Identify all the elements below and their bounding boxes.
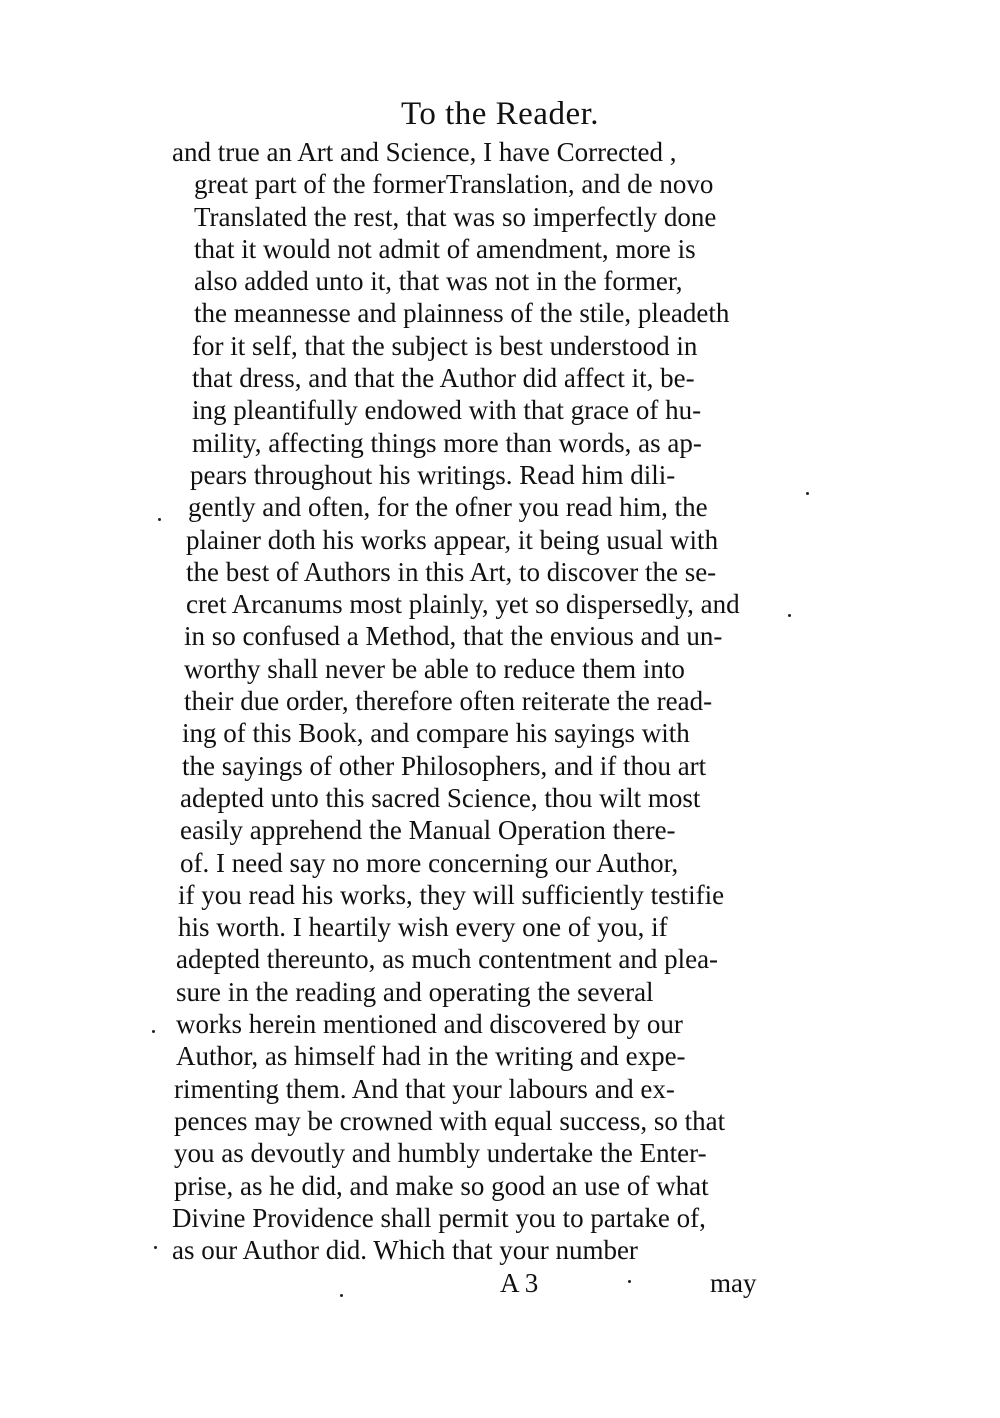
text-line: pears throughout his writings. Read him dili-	[190, 459, 676, 490]
text-line: plainer doth his works appear, it being usual with	[186, 524, 719, 555]
body-text	[168, 136, 788, 1266]
text-line: adepted thereunto, as much contentment and plea-	[176, 944, 719, 975]
text-line: if you read his works, they will sufficiently testifie	[178, 879, 725, 910]
text-line: you as devoutly and humbly undertake the Enter-	[174, 1138, 707, 1169]
text-line: also added unto it, that was not in the former,	[194, 266, 683, 297]
text-line: for it self, that the subject is best understood in	[192, 330, 698, 361]
text-line: that it would not admit of amendment, more is	[194, 233, 696, 264]
text-line: mility, affecting things more than words, as ap-	[192, 427, 702, 458]
text-line: the best of Authors in this Art, to discover the se-	[186, 556, 717, 587]
ink-speck	[158, 518, 161, 521]
text-line: great part of the formerTranslation, and de novo	[194, 169, 714, 200]
text-line: in so confused a Method, that the envious and un-	[184, 621, 723, 652]
text-line: gently and often, for the ofner you read him, the	[188, 492, 708, 523]
text-line: the meannesse and plainness of the stile, pleadeth	[194, 298, 730, 329]
text-line: of. I need say no more concerning our Author,	[180, 847, 679, 878]
ink-speck	[628, 1280, 631, 1283]
text-line: Divine Providence shall permit you to partake of,	[172, 1202, 706, 1233]
text-line: ing pleantifully endowed with that grace of hu-	[192, 395, 702, 426]
text-line: pences may be crowned with equal success, so that	[174, 1105, 726, 1136]
text-line: as our Author did. Which that your number	[172, 1235, 638, 1266]
text-line: works herein mentioned and discovered by our	[176, 1009, 683, 1040]
catchword: may	[710, 1268, 757, 1298]
text-line: his worth. I heartily wish every one of you, if	[178, 912, 668, 943]
text-line: sure in the reading and operating the several	[176, 976, 654, 1007]
page-footer	[0, 1268, 1000, 1308]
running-head: To the Reader.	[400, 96, 600, 132]
text-line: their due order, therefore often reiterate the read-	[184, 686, 713, 717]
signature-mark: A 3	[500, 1268, 539, 1298]
ink-speck	[788, 614, 791, 617]
text-line: cret Arcanums most plainly, yet so dispersedly, and	[186, 589, 740, 620]
text-line: rimenting them. And that your labours and ex-	[174, 1073, 675, 1104]
text-line: Author, as himself had in the writing and expe-	[176, 1041, 686, 1072]
text-line: that dress, and that the Author did affect it, be-	[192, 363, 695, 394]
text-line: worthy shall never be able to reduce them into	[184, 653, 685, 684]
text-line: prise, as he did, and make so good an use of what	[174, 1170, 709, 1201]
text-line: easily apprehend the Manual Operation there-	[180, 815, 676, 846]
ink-speck	[806, 492, 809, 495]
text-line: Translated the rest, that was so imperfectly done	[194, 201, 717, 232]
text-line: the sayings of other Philosophers, and if thou art	[182, 750, 707, 781]
text-line: adepted unto this sacred Science, thou wilt most	[180, 782, 701, 813]
ink-speck	[152, 1030, 155, 1033]
text-line: and true an Art and Science, I have Corrected ,	[172, 137, 677, 167]
ink-speck	[340, 1294, 343, 1297]
text-line: ing of this Book, and compare his sayings with	[182, 718, 690, 749]
ink-speck	[154, 1246, 157, 1249]
